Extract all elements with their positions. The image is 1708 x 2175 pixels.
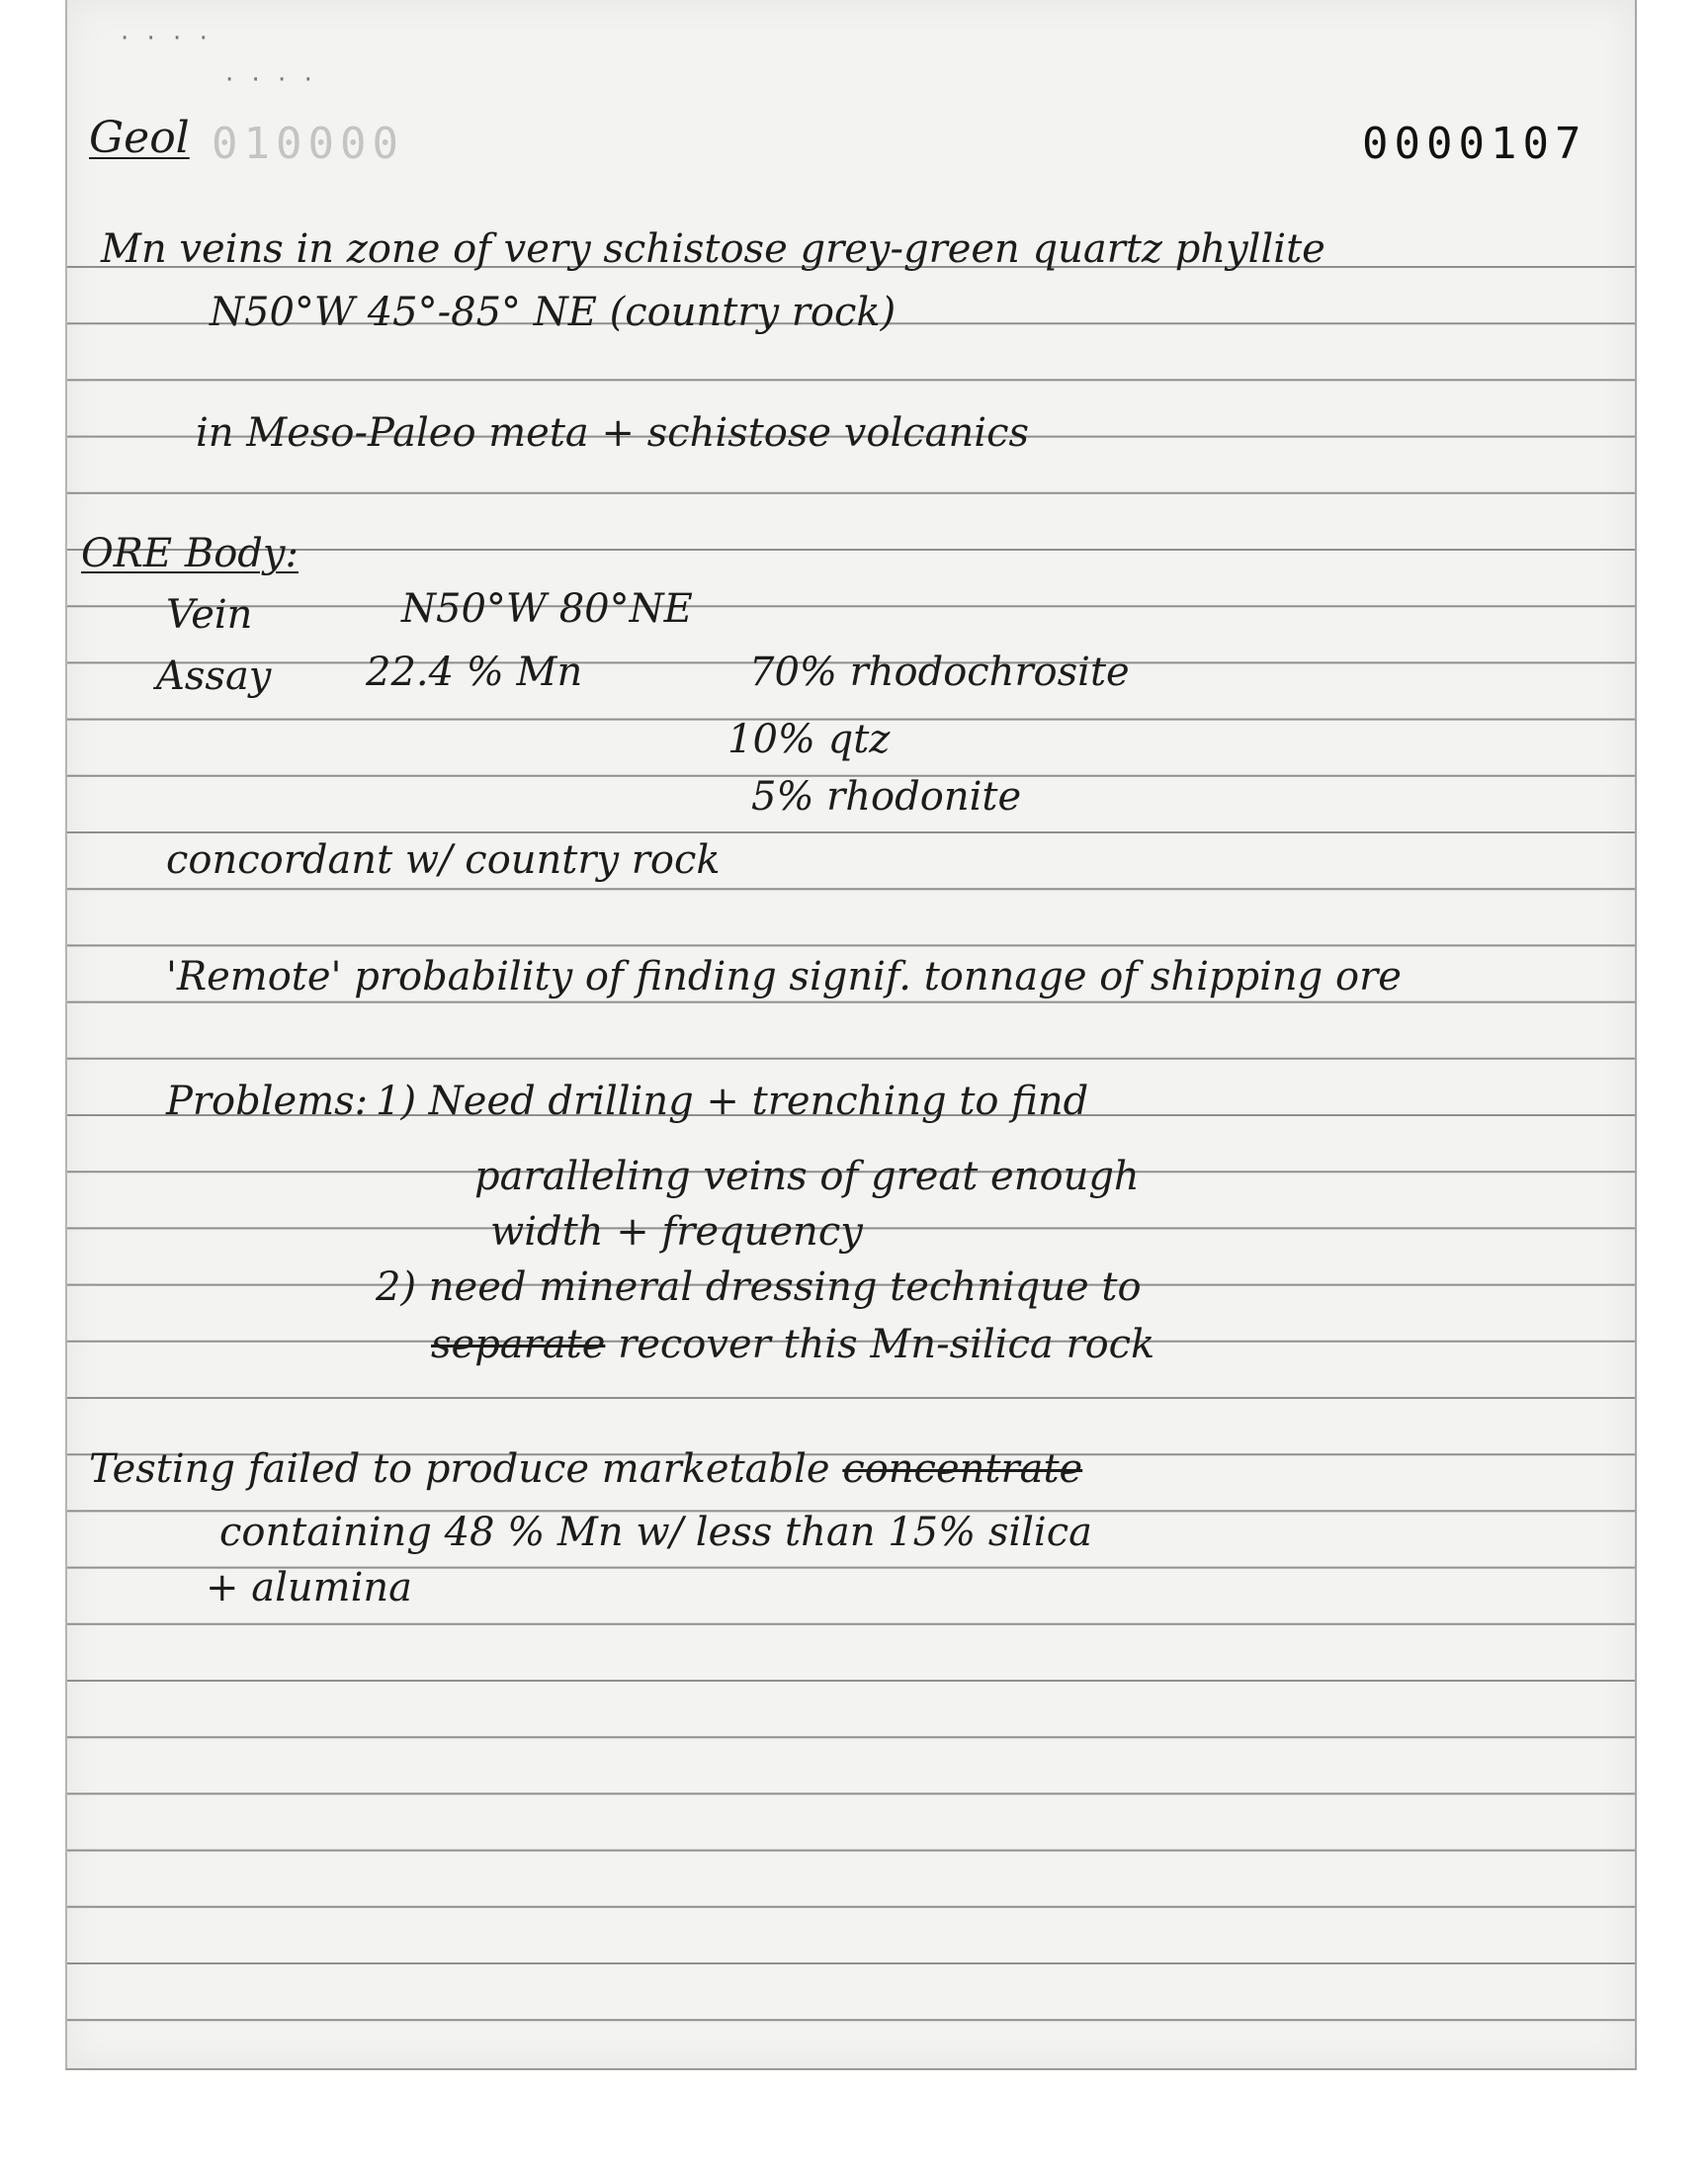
struck-word: separate <box>431 1322 606 1367</box>
mineral-2: 10% qtz <box>727 717 891 762</box>
faint-stamp-number: 010000 <box>212 119 404 169</box>
rock-host: in Meso-Paleo meta + schistose volcanics <box>196 410 1030 456</box>
assay-value: 22.4 % Mn <box>366 650 583 695</box>
mineral-1: 70% rhodochrosite <box>749 650 1130 695</box>
testing-line-2: containing 48 % Mn w/ less than 15% silica <box>219 1510 1092 1555</box>
vein-value: N50°W 80°NE <box>401 586 693 632</box>
mineral-3: 5% rhodonite <box>751 774 1022 820</box>
page-number-stamp: 0000107 <box>1362 119 1587 169</box>
testing-line-1: Testing failed to produce marketable concentrate <box>89 1446 1083 1492</box>
problems-label: Problems: <box>166 1079 369 1124</box>
rock-orientation: N50°W 45°-85° NE (country rock) <box>210 290 897 335</box>
notebook-page <box>65 0 1637 2070</box>
problem-2-line-2: separate recover this Mn-silica rock <box>431 1322 1155 1367</box>
struck-word: concentrate <box>842 1446 1083 1492</box>
concordant-note: concordant w/ country rock <box>166 837 721 883</box>
problem-1-line-1: 1) Need drilling + trenching to find <box>376 1079 1089 1124</box>
assay-label: Assay <box>156 653 272 699</box>
stray-marks: · · · · <box>225 65 317 95</box>
stray-marks: · · · · <box>121 24 213 53</box>
problem-2-line-1: 2) need mineral dressing technique to <box>376 1264 1142 1310</box>
problem-1-line-3: width + frequency <box>490 1209 863 1255</box>
vein-label: Vein <box>166 592 253 638</box>
testing-line-3: + alumina <box>206 1565 412 1610</box>
problem-1-line-2: paralleling veins of great enough <box>474 1154 1140 1199</box>
page-title: Geol <box>89 113 190 163</box>
rock-description: Mn veins in zone of very schistose grey-green quartz phyllite <box>101 226 1325 272</box>
remote-probability-note: 'Remote' probability of finding signif. tonnage of shipping ore <box>166 954 1402 1000</box>
ore-body-heading: ORE Body: <box>81 531 299 576</box>
